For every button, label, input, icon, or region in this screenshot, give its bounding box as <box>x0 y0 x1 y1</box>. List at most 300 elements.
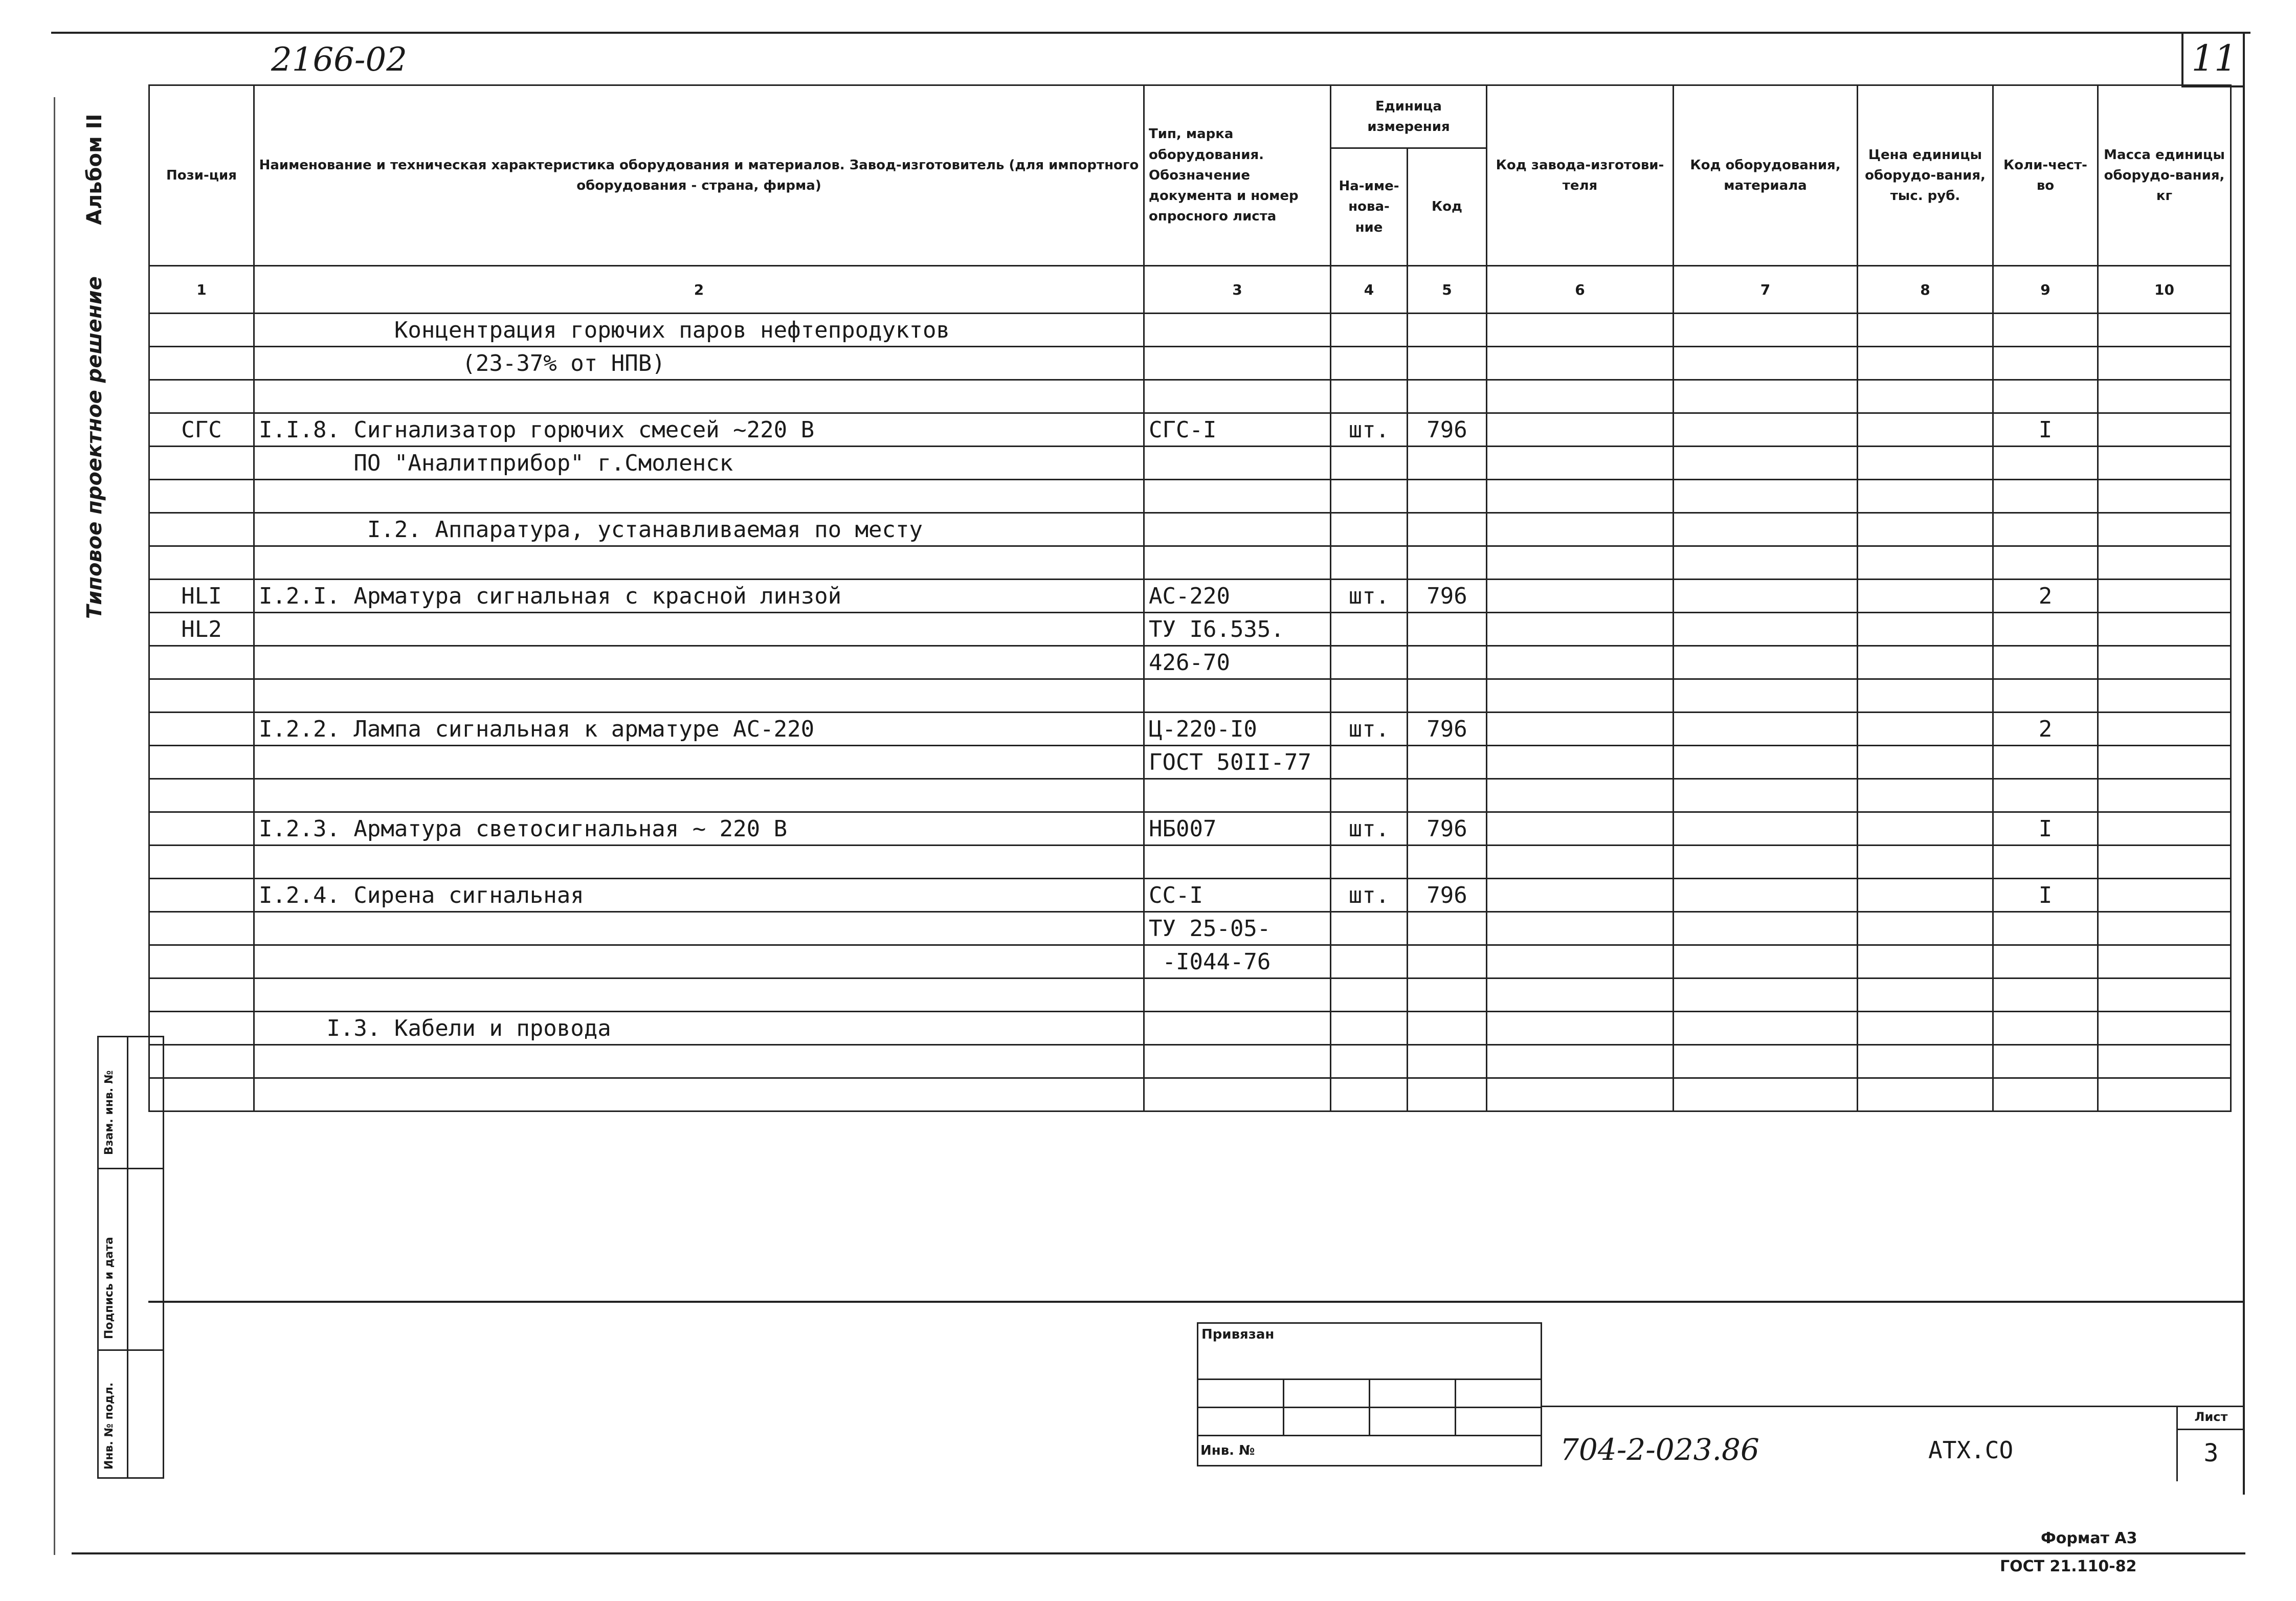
cell-unit-code <box>1408 546 1487 580</box>
cell-price <box>1858 1078 1993 1111</box>
cell-equipment-code <box>1674 879 1858 912</box>
cell-position: HLI <box>149 580 254 613</box>
table-row <box>149 546 2231 580</box>
cell-quantity: I <box>1993 812 2098 846</box>
cell-name <box>254 380 1144 413</box>
col-number: 9 <box>1993 266 2098 314</box>
cell-name: I.2.2. Лампа сигнальная к арматуре АС-220 <box>254 713 1144 746</box>
cell-name: I.2.I. Арматура сигнальная с красной линзой <box>254 580 1144 613</box>
table-row <box>149 1078 2231 1111</box>
cell-unit-code <box>1408 1012 1487 1045</box>
table-row <box>149 945 2231 979</box>
cell-quantity <box>1993 912 2098 945</box>
table-row <box>149 646 2231 679</box>
cell-type: СГС-I <box>1144 413 1331 447</box>
col-header-unit: Единица измерения <box>1331 85 1487 148</box>
cell-quantity <box>1993 546 2098 580</box>
table-row <box>149 314 2231 347</box>
cell-equipment-code <box>1674 912 1858 945</box>
cell-unit-code <box>1408 513 1487 546</box>
cell-plant-code <box>1487 713 1674 746</box>
cell-position <box>149 546 254 580</box>
cell-price <box>1858 979 1993 1012</box>
cell-price <box>1858 879 1993 912</box>
cell-equipment-code <box>1674 779 1858 812</box>
cell-name <box>254 1045 1144 1078</box>
cell-quantity <box>1993 746 2098 779</box>
col-header-equipment-code: Код оборудования, материала <box>1674 85 1858 266</box>
cell-name <box>254 1078 1144 1111</box>
cell-position <box>149 646 254 679</box>
cell-plant-code <box>1487 580 1674 613</box>
cell-mass <box>2098 779 2231 812</box>
cell-name: ПО "Аналитприбор" г.Смоленск <box>254 447 1144 480</box>
cell-type: ТУ 25-05- <box>1144 912 1331 945</box>
cell-plant-code <box>1487 846 1674 879</box>
table-row <box>149 480 2231 513</box>
cell-unit-name <box>1331 746 1408 779</box>
col-number: 8 <box>1858 266 1993 314</box>
cell-plant-code <box>1487 945 1674 979</box>
cell-price <box>1858 1012 1993 1045</box>
cell-equipment-code <box>1674 580 1858 613</box>
sign-date-label: Подпись и дата <box>103 1237 116 1339</box>
header-row-1 <box>149 85 2231 148</box>
cell-position <box>149 912 254 945</box>
cell-position <box>149 945 254 979</box>
sheet-number: 3 <box>2203 1439 2219 1467</box>
table-row <box>149 979 2231 1012</box>
cell-unit-code <box>1408 480 1487 513</box>
cell-price <box>1858 513 1993 546</box>
cell-price <box>1858 413 1993 447</box>
table-row <box>149 413 2231 447</box>
cell-equipment-code <box>1674 1045 1858 1078</box>
frame-left-line <box>54 97 55 1555</box>
cell-name: I.I.8. Сигнализатор горючих смесей ~220 В <box>254 413 1144 447</box>
cell-mass <box>2098 646 2231 679</box>
cell-unit-name: шт. <box>1331 713 1408 746</box>
cell-equipment-code <box>1674 812 1858 846</box>
cell-quantity <box>1993 380 2098 413</box>
cell-plant-code <box>1487 912 1674 945</box>
cell-unit-code <box>1408 347 1487 380</box>
cell-mass <box>2098 812 2231 846</box>
col-number: 6 <box>1487 266 1674 314</box>
cell-equipment-code <box>1674 945 1858 979</box>
cell-unit-code <box>1408 779 1487 812</box>
cell-equipment-code <box>1674 546 1858 580</box>
cell-unit-name <box>1331 646 1408 679</box>
cell-equipment-code <box>1674 746 1858 779</box>
cell-mass <box>2098 580 2231 613</box>
cell-unit-code <box>1408 646 1487 679</box>
col-header-quantity: Коли-чест-во <box>1993 85 2098 266</box>
cell-equipment-code <box>1674 347 1858 380</box>
sheet-label: Лист <box>2178 1406 2244 1430</box>
cell-quantity: 2 <box>1993 713 2098 746</box>
table-row <box>149 380 2231 413</box>
cell-position <box>149 679 254 713</box>
cell-mass <box>2098 314 2231 347</box>
table-row <box>149 812 2231 846</box>
cell-type <box>1144 546 1331 580</box>
cell-unit-name: шт. <box>1331 812 1408 846</box>
document-mark: АТХ.СО <box>1928 1436 2014 1464</box>
cell-name <box>254 779 1144 812</box>
cell-unit-name <box>1331 480 1408 513</box>
cell-mass <box>2098 879 2231 912</box>
cell-position <box>149 513 254 546</box>
cell-quantity <box>1993 1045 2098 1078</box>
cell-quantity <box>1993 846 2098 879</box>
cell-mass <box>2098 912 2231 945</box>
cell-unit-name <box>1331 1012 1408 1045</box>
cell-unit-code <box>1408 979 1487 1012</box>
cell-unit-code: 796 <box>1408 713 1487 746</box>
cell-price <box>1858 380 1993 413</box>
cell-name: I.2.4. Сирена сигнальная <box>254 879 1144 912</box>
cell-type: СС-I <box>1144 879 1331 912</box>
cell-unit-code: 796 <box>1408 413 1487 447</box>
cell-mass <box>2098 1078 2231 1111</box>
cell-plant-code <box>1487 613 1674 646</box>
stamp-doc-line <box>1542 1406 2243 1407</box>
cell-type <box>1144 480 1331 513</box>
cell-position <box>149 713 254 746</box>
cell-mass <box>2098 713 2231 746</box>
cell-name: I.2. Аппаратура, устанавливаемая по месту <box>254 513 1144 546</box>
cell-position <box>149 846 254 879</box>
cell-unit-name <box>1331 447 1408 480</box>
cell-price <box>1858 679 1993 713</box>
table-row <box>149 513 2231 546</box>
column-number-row <box>149 266 2231 314</box>
col-header-plant-code: Код завода-изготови-теля <box>1487 85 1674 266</box>
cell-mass <box>2098 945 2231 979</box>
cell-quantity: I <box>1993 879 2098 912</box>
cell-quantity <box>1993 513 2098 546</box>
cell-plant-code <box>1487 746 1674 779</box>
cell-position <box>149 812 254 846</box>
cell-quantity <box>1993 613 2098 646</box>
table-row <box>149 1012 2231 1045</box>
cell-plant-code <box>1487 979 1674 1012</box>
cell-unit-code <box>1408 679 1487 713</box>
cell-unit-code: 796 <box>1408 812 1487 846</box>
cell-unit-name <box>1331 945 1408 979</box>
cell-price <box>1858 546 1993 580</box>
cell-quantity <box>1993 945 2098 979</box>
cell-name <box>254 979 1144 1012</box>
cell-unit-code <box>1408 447 1487 480</box>
title-block <box>148 1301 2243 1497</box>
cell-mass <box>2098 846 2231 879</box>
frame-top-line <box>51 32 2250 34</box>
handwritten-number: 2166-02 <box>271 41 407 79</box>
cell-mass <box>2098 347 2231 380</box>
cell-price <box>1858 314 1993 347</box>
cell-plant-code <box>1487 1045 1674 1078</box>
cell-unit-name: шт. <box>1331 580 1408 613</box>
cell-unit-name <box>1331 779 1408 812</box>
cell-type <box>1144 979 1331 1012</box>
cell-name <box>254 546 1144 580</box>
cell-position: HL2 <box>149 613 254 646</box>
cell-unit-name: шт. <box>1331 879 1408 912</box>
cell-equipment-code <box>1674 380 1858 413</box>
cell-unit-code <box>1408 1078 1487 1111</box>
cell-mass <box>2098 413 2231 447</box>
cell-unit-name <box>1331 679 1408 713</box>
cell-price <box>1858 846 1993 879</box>
col-header-name: Наименование и техническая характеристика оборудования и материалов. Завод-изготовитель (для импортного оборудования - страна, фирма) <box>254 85 1144 266</box>
table-row <box>149 879 2231 912</box>
cell-mass <box>2098 746 2231 779</box>
cell-type: НБ007 <box>1144 812 1331 846</box>
cell-unit-code <box>1408 912 1487 945</box>
cell-equipment-code <box>1674 646 1858 679</box>
cell-plant-code <box>1487 314 1674 347</box>
cell-quantity <box>1993 314 2098 347</box>
cell-equipment-code <box>1674 513 1858 546</box>
cell-name <box>254 746 1144 779</box>
cell-plant-code <box>1487 380 1674 413</box>
cell-position <box>149 380 254 413</box>
col-header-type: Тип, марка оборудования. Обозначение документа и номер опросного листа <box>1144 85 1331 266</box>
col-header-position: Пози-ция <box>149 85 254 266</box>
col-number: 1 <box>149 266 254 314</box>
inv-orig-label: Инв. № подл. <box>103 1382 116 1470</box>
cell-plant-code <box>1487 646 1674 679</box>
cell-position: СГС <box>149 413 254 447</box>
cell-position <box>149 1078 254 1111</box>
cell-quantity <box>1993 779 2098 812</box>
cell-type <box>1144 779 1331 812</box>
cell-quantity <box>1993 679 2098 713</box>
col-header-price: Цена единицы оборудо-вания, тыс. руб. <box>1858 85 1993 266</box>
cell-quantity: 2 <box>1993 580 2098 613</box>
cell-type <box>1144 1012 1331 1045</box>
inv-no-label: Инв. № <box>1198 1436 1542 1466</box>
attached-stamp <box>1197 1322 1542 1466</box>
cell-quantity <box>1993 480 2098 513</box>
cell-mass <box>2098 513 2231 546</box>
table-row <box>149 613 2231 646</box>
cell-plant-code <box>1487 447 1674 480</box>
col-number: 4 <box>1331 266 1408 314</box>
cell-unit-code <box>1408 746 1487 779</box>
cell-mass <box>2098 613 2231 646</box>
specification-sheet <box>148 84 2232 1112</box>
frame-right-line <box>2243 32 2245 1495</box>
cell-name: I.2.3. Арматура светосигнальная ~ 220 В <box>254 812 1144 846</box>
cell-mass <box>2098 1045 2231 1078</box>
cell-unit-name: шт. <box>1331 413 1408 447</box>
cell-equipment-code <box>1674 1078 1858 1111</box>
cell-quantity <box>1993 1012 2098 1045</box>
table-row <box>149 679 2231 713</box>
cell-unit-code <box>1408 380 1487 413</box>
cell-name: (23-37% от НПВ) <box>254 347 1144 380</box>
cell-type: ТУ I6.535. <box>1144 613 1331 646</box>
cell-equipment-code <box>1674 314 1858 347</box>
cell-name <box>254 613 1144 646</box>
cell-plant-code <box>1487 679 1674 713</box>
table-row <box>149 779 2231 812</box>
cell-mass <box>2098 546 2231 580</box>
col-number: 5 <box>1408 266 1487 314</box>
specification-table <box>148 84 2232 1112</box>
corner-number-box <box>2181 32 2245 87</box>
cell-price <box>1858 945 1993 979</box>
col-number: 10 <box>2098 266 2231 314</box>
cell-price <box>1858 779 1993 812</box>
cell-position <box>149 447 254 480</box>
cell-name <box>254 679 1144 713</box>
cell-mass <box>2098 380 2231 413</box>
cell-equipment-code <box>1674 1012 1858 1045</box>
col-header-unit-name: На-име-нова-ние <box>1331 148 1408 266</box>
col-number: 2 <box>254 266 1144 314</box>
cell-unit-name <box>1331 1045 1408 1078</box>
cell-unit-name <box>1331 912 1408 945</box>
cell-position <box>149 879 254 912</box>
cell-position <box>149 480 254 513</box>
cell-name <box>254 480 1144 513</box>
cell-type <box>1144 846 1331 879</box>
cell-plant-code <box>1487 480 1674 513</box>
cell-price <box>1858 1045 1993 1078</box>
table-row <box>149 912 2231 945</box>
table-row <box>149 846 2231 879</box>
cell-equipment-code <box>1674 480 1858 513</box>
col-number: 7 <box>1674 266 1858 314</box>
cell-price <box>1858 646 1993 679</box>
standard-design-label: Типовое проектное решение <box>83 276 106 619</box>
cell-price <box>1858 580 1993 613</box>
cell-plant-code <box>1487 546 1674 580</box>
cell-plant-code <box>1487 347 1674 380</box>
table-row <box>149 1045 2231 1078</box>
cell-unit-name <box>1331 546 1408 580</box>
cell-price <box>1858 613 1993 646</box>
cell-price <box>1858 746 1993 779</box>
cell-mass <box>2098 1012 2231 1045</box>
cell-plant-code <box>1487 812 1674 846</box>
col-header-unit-code: Код <box>1408 148 1487 266</box>
cell-unit-code: 796 <box>1408 879 1487 912</box>
cell-mass <box>2098 447 2231 480</box>
col-number: 3 <box>1144 266 1331 314</box>
cell-position <box>149 314 254 347</box>
cell-equipment-code <box>1674 447 1858 480</box>
cell-quantity <box>1993 646 2098 679</box>
cell-equipment-code <box>1674 413 1858 447</box>
gost-label: ГОСТ 21.110-82 <box>2000 1558 2137 1575</box>
cell-unit-name <box>1331 380 1408 413</box>
table-row <box>149 580 2231 613</box>
cell-equipment-code <box>1674 846 1858 879</box>
cell-quantity <box>1993 347 2098 380</box>
cell-type: Ц-220-I0 <box>1144 713 1331 746</box>
album-label: Альбом II <box>83 114 106 225</box>
format-label: Формат А3 <box>2041 1529 2137 1547</box>
cell-plant-code <box>1487 879 1674 912</box>
cell-type: ГОСТ 50II-77 <box>1144 746 1331 779</box>
cell-position <box>149 779 254 812</box>
cell-type: АС-220 <box>1144 580 1331 613</box>
attached-label: Привязан <box>1198 1323 1542 1380</box>
cell-unit-code <box>1408 945 1487 979</box>
cell-equipment-code <box>1674 713 1858 746</box>
cell-mass <box>2098 480 2231 513</box>
cell-price <box>1858 447 1993 480</box>
cell-equipment-code <box>1674 613 1858 646</box>
cell-type <box>1144 1045 1331 1078</box>
cell-quantity: I <box>1993 413 2098 447</box>
cell-plant-code <box>1487 1078 1674 1111</box>
table-row <box>149 746 2231 779</box>
cell-name: Концентрация горючих паров нефтепродуктов <box>254 314 1144 347</box>
cell-type <box>1144 1078 1331 1111</box>
cell-position <box>149 1012 254 1045</box>
cell-position <box>149 746 254 779</box>
cell-unit-code <box>1408 1045 1487 1078</box>
cell-equipment-code <box>1674 679 1858 713</box>
cell-price <box>1858 480 1993 513</box>
cell-unit-name <box>1331 1078 1408 1111</box>
cell-type <box>1144 380 1331 413</box>
cell-type: -I044-76 <box>1144 945 1331 979</box>
cell-quantity <box>1993 1078 2098 1111</box>
sheet-box <box>2176 1406 2244 1481</box>
cell-name <box>254 846 1144 879</box>
cell-price <box>1858 912 1993 945</box>
cell-unit-code <box>1408 314 1487 347</box>
cell-quantity <box>1993 979 2098 1012</box>
corner-number: 11 <box>2191 37 2237 79</box>
cell-price <box>1858 713 1993 746</box>
cell-unit-name <box>1331 846 1408 879</box>
cell-position <box>149 979 254 1012</box>
cell-name: I.3. Кабели и провода <box>254 1012 1144 1045</box>
document-code: 704-2-023.86 <box>1560 1432 1759 1467</box>
cell-type: 426-70 <box>1144 646 1331 679</box>
cell-unit-name <box>1331 979 1408 1012</box>
cell-unit-code <box>1408 613 1487 646</box>
cell-equipment-code <box>1674 979 1858 1012</box>
cell-type <box>1144 447 1331 480</box>
cell-quantity <box>1993 447 2098 480</box>
cell-plant-code <box>1487 779 1674 812</box>
cell-plant-code <box>1487 1012 1674 1045</box>
frame-bottom-line <box>72 1552 2245 1554</box>
cell-position <box>149 1045 254 1078</box>
cell-price <box>1858 812 1993 846</box>
cell-plant-code <box>1487 513 1674 546</box>
cell-unit-name <box>1331 513 1408 546</box>
cell-unit-code <box>1408 846 1487 879</box>
cell-type <box>1144 314 1331 347</box>
cell-position <box>149 347 254 380</box>
cell-plant-code <box>1487 413 1674 447</box>
table-body <box>149 314 2231 1111</box>
cell-mass <box>2098 679 2231 713</box>
cell-unit-name <box>1331 314 1408 347</box>
table-row <box>149 713 2231 746</box>
cell-type <box>1144 513 1331 546</box>
